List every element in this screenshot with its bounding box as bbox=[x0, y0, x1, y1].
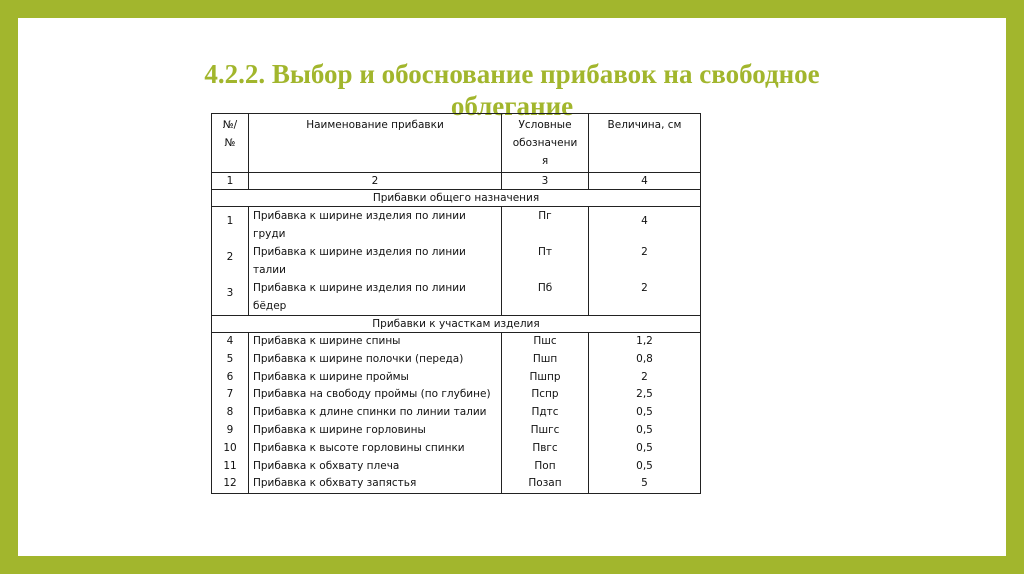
row-name: Прибавка к высоте горловины спинки bbox=[249, 440, 502, 458]
row-symbol: Пшп bbox=[502, 351, 589, 369]
header-symbol: Условные обозначени я bbox=[502, 114, 589, 173]
row-symbol: Пшс bbox=[502, 333, 589, 351]
index-cell: 3 bbox=[502, 173, 589, 190]
header-num: №/ № bbox=[212, 114, 249, 173]
row-num: 9 bbox=[212, 422, 249, 440]
table-row bbox=[212, 440, 701, 458]
row-symbol: Пшпр bbox=[502, 369, 589, 387]
table-row bbox=[212, 333, 701, 351]
row-num: 1 bbox=[212, 207, 249, 244]
row-value: 2 bbox=[589, 243, 701, 279]
row-value: 0,8 bbox=[589, 351, 701, 369]
row-symbol: Пдтс bbox=[502, 404, 589, 422]
section-row-general bbox=[212, 190, 701, 207]
table-row bbox=[212, 207, 701, 244]
row-num: 7 bbox=[212, 386, 249, 404]
index-cell: 4 bbox=[589, 173, 701, 190]
row-num: 2 bbox=[212, 243, 249, 279]
row-name: Прибавка к ширине изделия по линии бёдер bbox=[249, 279, 502, 316]
row-symbol: Пвгс bbox=[502, 440, 589, 458]
row-symbol: Пт bbox=[502, 243, 589, 279]
section-title: Прибавки к участкам изделия bbox=[212, 316, 701, 333]
row-name: Прибавка к ширине горловины bbox=[249, 422, 502, 440]
row-name: Прибавка на свободу проймы (по глубине) bbox=[249, 386, 502, 404]
row-name: Прибавка к длине спинки по линии талии bbox=[249, 404, 502, 422]
table-row bbox=[212, 369, 701, 387]
table-row bbox=[212, 404, 701, 422]
row-name: Прибавка к обхвату плеча bbox=[249, 458, 502, 476]
table-row bbox=[212, 475, 701, 493]
row-name: Прибавка к обхвату запястья bbox=[249, 475, 502, 493]
slide-title-line-1: 4.2.2. Выбор и обоснование прибавок на свободное bbox=[204, 59, 820, 89]
table-header-row bbox=[212, 114, 701, 173]
row-num: 8 bbox=[212, 404, 249, 422]
row-symbol: Поп bbox=[502, 458, 589, 476]
table-row bbox=[212, 243, 701, 279]
row-value: 2 bbox=[589, 369, 701, 387]
table-row bbox=[212, 458, 701, 476]
slide-title-line-2: облегание bbox=[450, 91, 574, 121]
row-num: 5 bbox=[212, 351, 249, 369]
index-row bbox=[212, 173, 701, 190]
row-value: 0,5 bbox=[589, 404, 701, 422]
row-name: Прибавка к ширине проймы bbox=[249, 369, 502, 387]
row-num: 6 bbox=[212, 369, 249, 387]
row-value: 2 bbox=[589, 279, 701, 316]
row-num: 4 bbox=[212, 333, 249, 351]
row-value: 1,2 bbox=[589, 333, 701, 351]
row-num: 11 bbox=[212, 458, 249, 476]
row-num: 10 bbox=[212, 440, 249, 458]
row-symbol: Пг bbox=[502, 207, 589, 244]
header-value: Величина, см bbox=[589, 114, 701, 173]
row-name: Прибавка к ширине полочки (переда) bbox=[249, 351, 502, 369]
table-row bbox=[212, 386, 701, 404]
row-num: 12 bbox=[212, 475, 249, 493]
row-value: 5 bbox=[589, 475, 701, 493]
row-symbol: Пспр bbox=[502, 386, 589, 404]
row-value: 0,5 bbox=[589, 422, 701, 440]
section-row-parts bbox=[212, 316, 701, 333]
row-symbol: Пб bbox=[502, 279, 589, 316]
row-value: 0,5 bbox=[589, 440, 701, 458]
row-num: 3 bbox=[212, 279, 249, 316]
row-name: Прибавка к ширине изделия по линии талии bbox=[249, 243, 502, 279]
index-cell: 2 bbox=[249, 173, 502, 190]
table-row bbox=[212, 351, 701, 369]
row-name: Прибавка к ширине изделия по линии груди bbox=[249, 207, 502, 244]
allowances-table bbox=[211, 113, 701, 494]
header-name: Наименование прибавки bbox=[249, 114, 502, 173]
row-symbol: Позап bbox=[502, 475, 589, 493]
table-row bbox=[212, 422, 701, 440]
section-title: Прибавки общего назначения bbox=[212, 190, 701, 207]
row-value: 4 bbox=[589, 207, 701, 244]
table-row bbox=[212, 279, 701, 316]
row-symbol: Пшгс bbox=[502, 422, 589, 440]
row-value: 0,5 bbox=[589, 458, 701, 476]
row-name: Прибавка к ширине спины bbox=[249, 333, 502, 351]
index-cell: 1 bbox=[212, 173, 249, 190]
row-value: 2,5 bbox=[589, 386, 701, 404]
